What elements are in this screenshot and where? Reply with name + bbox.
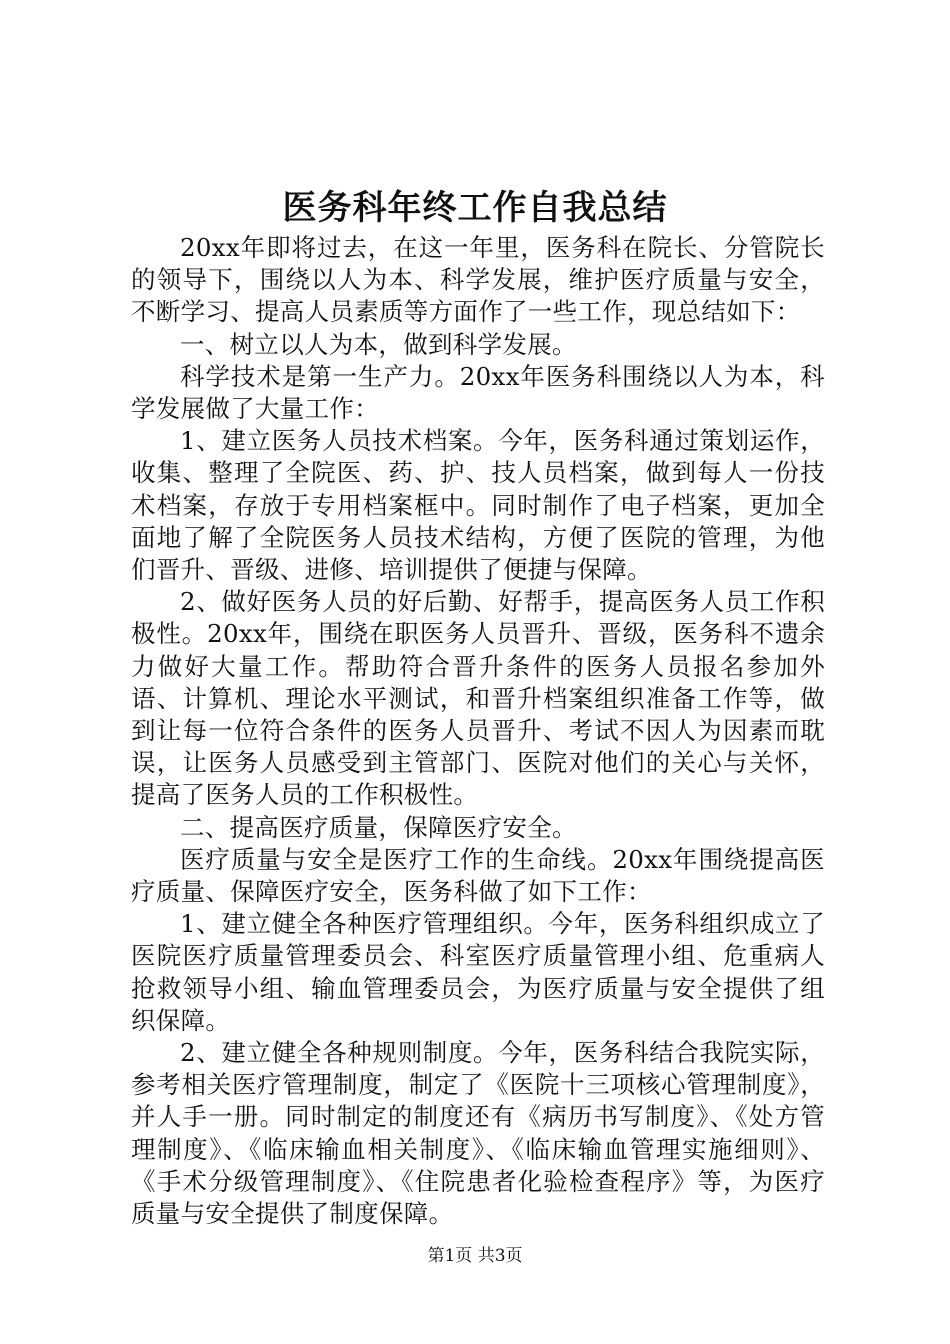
document-title: 医务科年终工作自我总结 [282,188,668,228]
paragraph-item-1-1: 1、建立医务人员技术档案。今年，医务科通过策划运作，收集、整理了全院医、药、护、技人员档案，做到每人一份技术档案，存放于专用档案框中。同时制作了电子档案，更加全面地了解了全院医务人员技术结构，方便了医院的管理，为他们晋升、晋级、进修、培训提供了便捷与保障。 [131,426,825,585]
page-number-footer: 第1页 共3页 [427,1246,523,1266]
paragraph-intro: 20xx年即将过去，在这一年里，医务科在院长、分管院长的领导下，围绕以人为本、科学发展，维护医疗质量与安全，不断学习、提高人员素质等方面作了一些工作，现总结如下： [131,233,825,327]
paragraph-section-2-intro: 医疗质量与安全是医疗工作的生命线。20xx年围绕提高医疗质量、保障医疗安全，医务科做了如下工作： [131,844,825,907]
paragraph-item-1-2: 2、做好医务人员的好后勤、好帮手，提高医务人员工作积极性。20xx年，围绕在职医务人员晋升、晋级，医务科不遗余力做好大量工作。帮助符合晋升条件的医务人员报名参加外语、计算机、理论水平测试，和晋升档案组织准备工作等，做到让每一位符合条件的医务人员晋升、考试不因人为因素而耽误，让医务人员感受到主管部门、医院对他们的关心与关怀，提高了医务人员的工作积极性。 [131,587,825,810]
section-heading-1: 一、树立以人为本，做到科学发展。 [180,329,577,359]
paragraph-item-2-1: 1、建立健全各种医疗管理组织。今年，医务科组织成立了医院医疗质量管理委员会、科室医疗质量管理小组、危重病人抢救领导小组、输血管理委员会，为医疗质量与安全提供了组织保障。 [131,909,825,1035]
paragraph-item-2-2: 2、建立健全各种规则制度。今年，医务科结合我院实际，参考相关医疗管理制度，制定了《医院十三项核心管理制度》，并人手一册。同时制定的制度还有《病历书写制度》、《处方管理制度》、《临床输血相关制度》、《临床输血管理实施细则》、《手术分级管理制度》、《住院患者化验检查程序》等，为医疗质量与安全提供了制度保障。 [131,1038,825,1229]
paragraph-section-1-intro: 科学技术是第一生产力。20xx年医务科围绕以人为本，科学发展做了大量工作： [131,361,825,424]
section-heading-2: 二、提高医疗质量，保障医疗安全。 [180,812,577,842]
document-body [131,232,825,1230]
